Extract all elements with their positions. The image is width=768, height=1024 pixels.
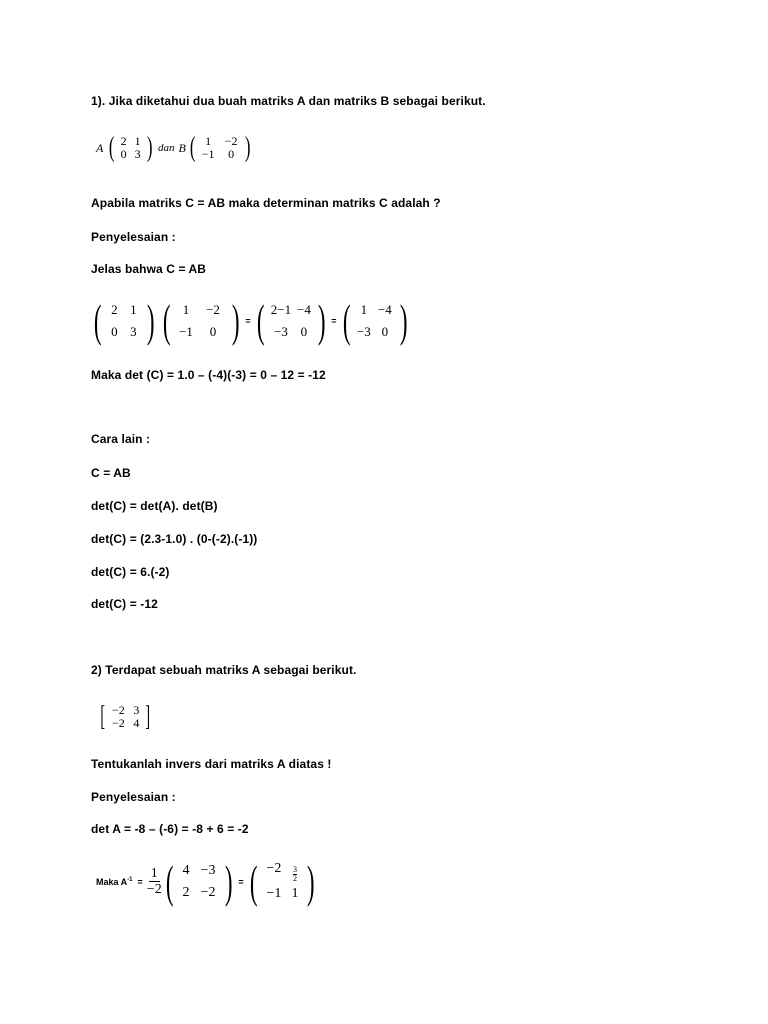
q2-title: 2) Terdapat sebuah matriks A sebagai berikut.	[91, 663, 357, 677]
matrix-a-label: A	[96, 140, 104, 155]
matrix-cell: −4	[296, 302, 311, 317]
matrix-cell: 3	[134, 147, 141, 161]
matrix-cell: 2	[111, 302, 118, 317]
matrix-cell: 4	[182, 862, 190, 878]
matrix-cell: −1	[179, 324, 193, 339]
q2-question: Tentukanlah invers dari matriks A diatas !	[91, 757, 332, 771]
matrix-cell: 0	[120, 147, 127, 161]
matrix-cell: 1	[134, 134, 141, 148]
equals-sign: =	[238, 876, 244, 887]
matrix-cell-fraction: $\frac{3}{2}$	[292, 865, 297, 883]
matrix-cell: 2−1	[270, 302, 292, 317]
matrix-m1: ( 2 1 0 3 )	[93, 295, 155, 346]
q1-step: det(C) = (2.3-1.0) . (0-(-2).(-1))	[91, 532, 258, 546]
equals-sign: =	[137, 876, 143, 887]
matrix-cell: 1	[130, 302, 137, 317]
matrix-cell: −1	[266, 886, 282, 901]
matrix-cell: 0	[381, 324, 389, 339]
matrix-cell: −3	[356, 324, 371, 339]
matrix-m3: ( 2−1 −4 −3 0 )	[256, 295, 326, 346]
q2-matrix: [ −2 3 −2 4 ]	[100, 701, 151, 732]
matrix-b-label: B	[178, 140, 186, 155]
matrix-cell: −2	[200, 884, 216, 900]
q1-jelas: Jelas bahwa C = AB	[91, 262, 207, 276]
dan-word: dan	[158, 142, 175, 154]
matrix-cell: −3	[273, 324, 288, 339]
matrix-cell: −4	[377, 302, 392, 317]
matrix-cell: 1	[360, 302, 368, 317]
q2-det: det A = -8 – (-6) = -8 + 6 = -2	[91, 822, 249, 836]
matrix-cell: 1	[205, 134, 212, 148]
matrix-cell: −2	[111, 703, 125, 717]
scalar-fraction: $\frac{1}{-2}$	[146, 865, 162, 897]
q1-step: C = AB	[91, 466, 131, 480]
q1-title: 1). Jika diketahui dua buah matriks A dan matriks B sebagai berikut.	[91, 94, 486, 108]
q1-penyelesaian: Penyelesaian :	[91, 230, 176, 244]
q1-cara-lain: Cara lain :	[91, 432, 151, 446]
matrix-cell: 0	[209, 324, 217, 339]
matrix-cell: 0	[228, 147, 235, 161]
inverse-label: Maka $A^{-1}$	[96, 876, 133, 887]
matrix-cell: 3	[130, 324, 137, 339]
matrix-a: ( 2 1 0 3 )	[109, 132, 153, 163]
q2-inverse-equation	[96, 855, 318, 907]
q1-product-equation	[90, 295, 411, 346]
equals-sign: =	[331, 316, 337, 326]
q1-step: det(C) = 6.(-2)	[91, 565, 170, 579]
matrix-cell: −2	[266, 861, 282, 876]
matrix-cell: −3	[200, 862, 216, 878]
matrix-cell: 2	[120, 134, 127, 148]
matrix-cell: −2	[111, 716, 125, 730]
matrix-cell: 2	[182, 884, 190, 900]
q1-maka-det: Maka det (C) = 1.0 – (-4)(-3) = 0 – 12 = -12	[91, 368, 326, 382]
matrix-cell: 3	[133, 703, 140, 717]
q1-step: det(C) = -12	[91, 597, 158, 611]
matrix-cell: 0	[111, 324, 118, 339]
matrix-cell: −2	[224, 134, 238, 148]
inverse-result-matrix: ( −2 $\frac{3}{2}$ −1 1 )	[249, 855, 315, 907]
adjugate-matrix: ( 4 −3 2 −2 )	[165, 855, 233, 907]
q2-penyelesaian: Penyelesaian :	[91, 790, 176, 804]
q1-step: det(C) = det(A). det(B)	[91, 499, 218, 513]
matrix-cell: −1	[201, 147, 215, 161]
matrix-b: ( 1 −2 −1 0 )	[189, 132, 251, 163]
matrix-cell: 0	[300, 324, 308, 339]
matrix-cell: 1	[182, 302, 190, 317]
equals-sign: =	[245, 316, 251, 326]
q1-question: Apabila matriks C = AB maka determinan matriks C adalah ?	[91, 196, 441, 210]
matrix-m2: ( 1 −2 −1 0 )	[162, 295, 240, 346]
matrix-cell: −2	[206, 302, 220, 317]
q1-given-matrices	[96, 134, 253, 162]
matrix-cell: 4	[133, 716, 140, 730]
matrix-m4: ( 1 −4 −3 0 )	[342, 295, 408, 346]
matrix-cell: 1	[291, 886, 299, 901]
